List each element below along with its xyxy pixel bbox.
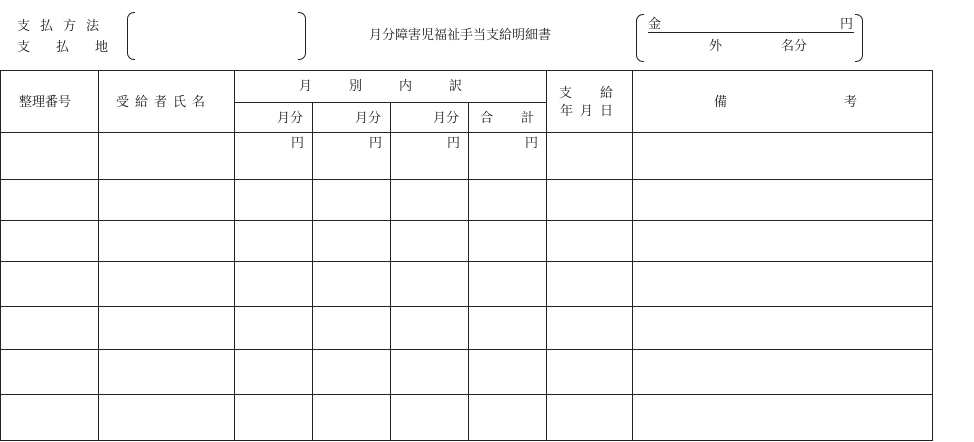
grid-line-header-bottom [0,132,933,133]
grid-line-row [0,394,933,395]
header-total: 合計 [480,111,563,126]
grid-line-col [632,70,633,441]
header-month-3: 月分 [433,111,460,126]
grid-line-row [0,179,933,180]
count-suffix: 名分 [781,39,808,54]
grid-line-right [932,70,933,441]
amount-box-left-bracket [636,14,644,62]
grid-line-top [0,70,933,71]
payment-method-label: 支払方法 [17,19,110,34]
payment-place-text: 支払地 [17,40,135,55]
grid-line-row [0,306,933,307]
unit-yen-total: 円 [525,136,539,151]
grid-line-col [312,102,313,441]
grid-line-left [0,70,1,441]
amount-box-right-bracket [855,14,863,62]
count-prefix: 外 [709,39,723,54]
grid-line-col [390,102,391,441]
header-recipient-name: 受給者氏名 [116,95,212,110]
header-number: 整理番号 [19,95,72,110]
amount-suffix: 円 [840,17,854,32]
header-payment-date-line2: 年月日 [560,104,621,119]
grid-line-col [234,70,235,441]
unit-yen-month-2: 円 [369,136,383,151]
unit-yen-month-3: 円 [447,136,461,151]
header-month-2: 月分 [355,111,382,126]
grid-line-row [0,349,933,350]
payment-info-right-bracket [298,12,306,60]
header-payment-date-line1: 支給 [559,86,642,101]
header-remarks: 備考 [714,95,974,110]
header-month-1: 月分 [277,111,304,126]
payment-info-field[interactable] [136,12,298,60]
grid-line-col [468,102,469,441]
payment-info-left-bracket [127,12,135,60]
amount-field[interactable] [648,32,854,33]
header-monthly-breakdown: 月別内訳 [299,79,500,94]
grid-line-row [0,220,933,221]
grid-line-row [0,261,933,262]
count-field[interactable] [724,37,778,55]
grid-line-col [98,70,99,441]
amount-prefix: 金 [648,17,662,32]
grid-line-bottom [0,440,933,441]
form-title: 月分障害児福祉手当支給明細書 [369,28,552,43]
payment-place-label [17,40,134,55]
unit-yen-month-1: 円 [291,136,305,151]
